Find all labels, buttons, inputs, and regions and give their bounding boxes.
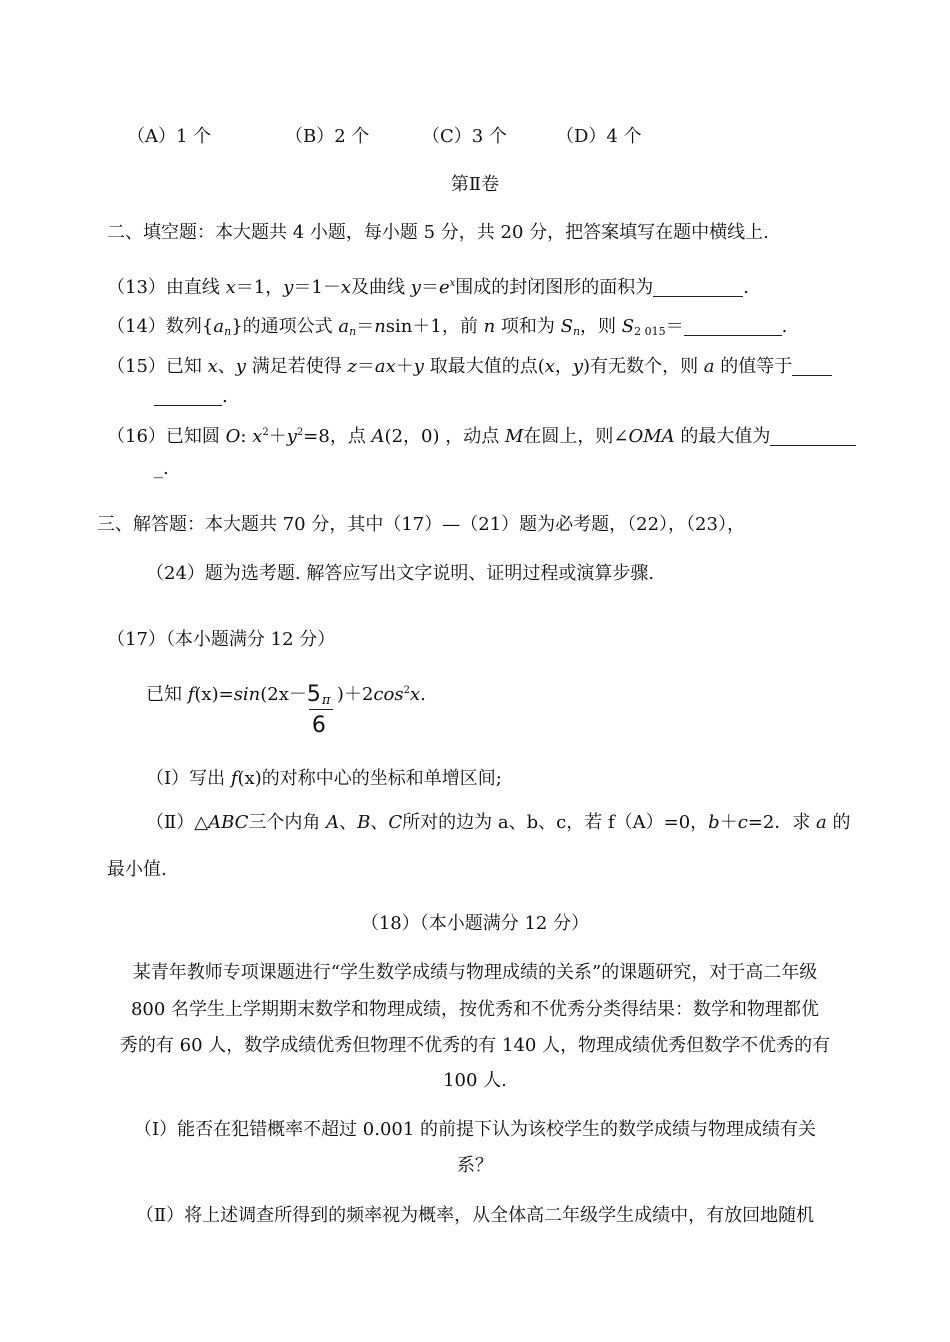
- question-16-cont: _.: [154, 458, 169, 479]
- question-18-part1-cont: 系？: [457, 1155, 493, 1176]
- answer-blank: [770, 427, 856, 446]
- question-18-line4: 100 人.: [443, 1070, 507, 1091]
- question-16: （16）已知圆 O: $x^2+y^2=8$，点 A(2，0) ，动点 M在圆上，则∠OMA 的最大值为: [107, 424, 856, 450]
- answer-blank: [154, 387, 222, 406]
- question-18-line3: 秀的有 60 人，数学成绩优秀但物理不优秀的有 140 人，物理成绩优秀但数学不优秀的有: [119, 1035, 831, 1056]
- answer-blank: [653, 278, 743, 297]
- section2-header: 二、填空题：本大题共 4 小题，每小题 5 分，共 20 分，把答案填写在题中横线上.: [107, 222, 769, 243]
- question-17-formula: 已知 f(x)=sin(2x－ 5 π 6 )$+2\cos^2x$.: [146, 682, 426, 738]
- volume-title: 第Ⅱ卷: [450, 174, 500, 195]
- question-14: （14）数列$\{a_n\}$的通项公式 $a_n=nsin+1$，前 n 项和为 $S_n$，则 $S_{2 015}=$ .: [107, 316, 788, 338]
- question-15-cont: .: [154, 384, 228, 410]
- question-18-part1: （Ⅰ）能否在犯错概率不超过 0.001 的前提下认为该校学生的数学成绩与物理成绩有关: [133, 1119, 817, 1140]
- answer-blank: [684, 317, 782, 336]
- question-15: （15）已知 x、y 满足若使得 z＝ax＋y 取最大值的点(x，y)有无数个，则 a 的值等于: [107, 354, 832, 380]
- question-18-line2: 800 名学生上学期期末数学和物理成绩，按优秀和不优秀分类得结果：数学和物理都优: [130, 999, 820, 1020]
- question-17-header: （17）（本小题满分 12 分）: [107, 629, 336, 650]
- question-18-header: （18）（本小题满分 12 分）: [360, 913, 590, 934]
- option-d: （D）4 个: [556, 126, 642, 147]
- option-b: （B）2 个: [285, 126, 370, 147]
- question-17-part2: （Ⅱ）△ABC三个内角 A、B、C所对的边为 a、b、c，若 f（A）=0，b＋c=2．求 a 的: [146, 812, 851, 833]
- fraction-5pi-over-6: 5 π 6: [307, 682, 337, 708]
- section3-header-cont: （24）题为选考题. 解答应写出文字说明、证明过程或演算步骤.: [146, 563, 655, 584]
- question-17-part1: （Ⅰ）写出 f(x)的对称中心的坐标和单增区间;: [146, 768, 502, 789]
- question-13: （13）由直线 x＝1，y＝1－x及曲线 $y=e^x$围成的封闭图形的面积为 .: [107, 277, 749, 298]
- question-17-part2-cont: 最小值.: [107, 859, 167, 880]
- answer-blank: [792, 357, 832, 376]
- option-c: （C）3 个: [422, 126, 507, 147]
- question-18-line1: 某青年教师专项课题进行“学生数学成绩与物理成绩的关系”的课题研究，对于高二年级: [132, 962, 818, 983]
- option-a: （A）1 个: [127, 126, 212, 147]
- section3-header: 三、解答题：本大题共 70 分，其中（17）—（21）题为必考题，（22），（23），: [97, 514, 745, 535]
- question-18-part2: （Ⅱ）将上述调查所得到的频率视为概率，从全体高二年级学生成绩中，有放回地随机: [135, 1205, 815, 1226]
